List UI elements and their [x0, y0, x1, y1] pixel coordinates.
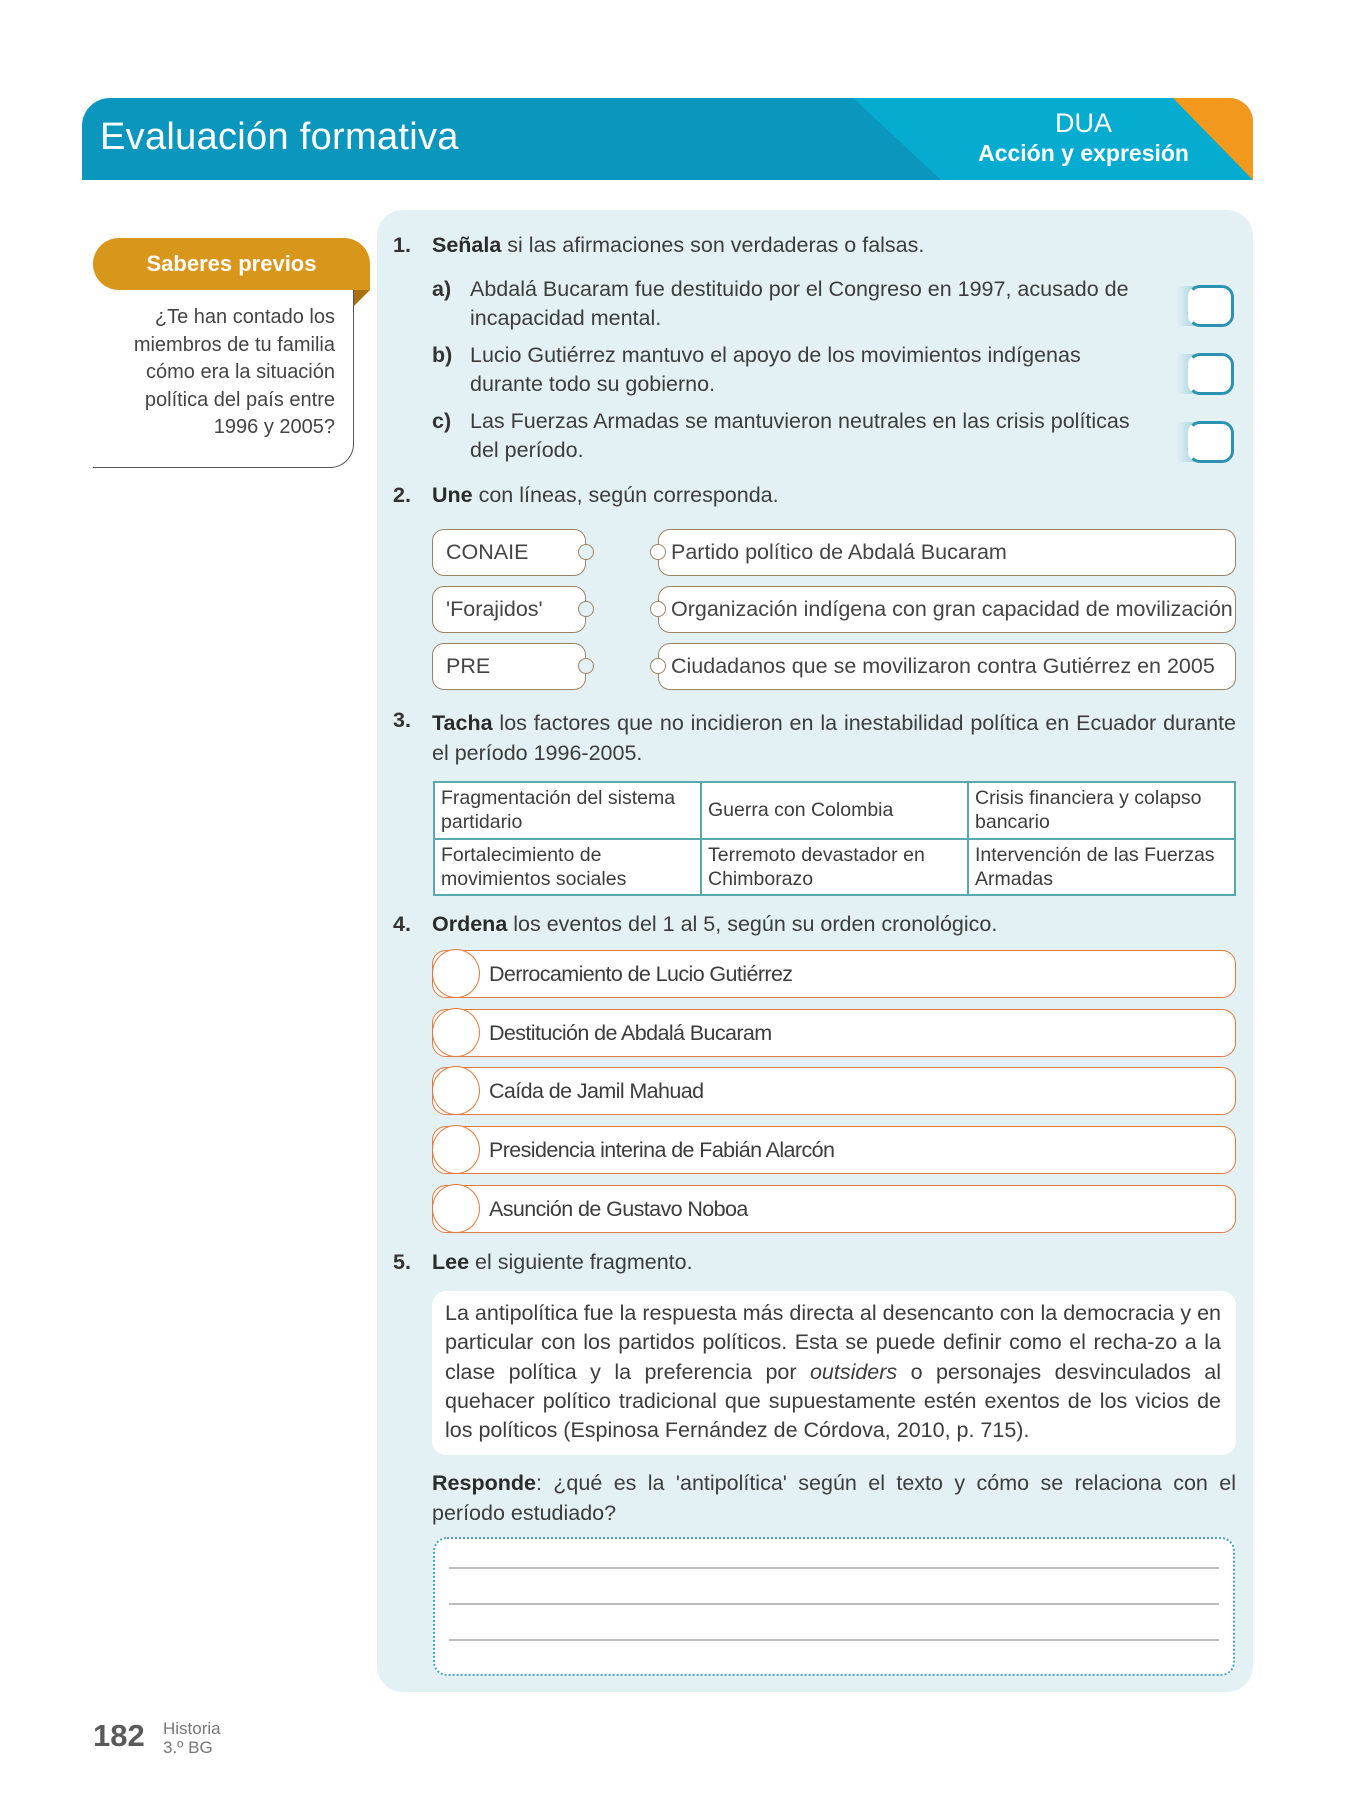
q1-answer-box-c[interactable] — [1176, 421, 1234, 463]
item-label: a) — [432, 277, 452, 301]
q1-instruction: si las afirmaciones son verdaderas o falsas. — [501, 233, 925, 257]
table-row — [434, 839, 1235, 896]
match-left-text: PRE — [446, 654, 491, 678]
section-header — [82, 98, 1253, 180]
order-number-circle[interactable] — [432, 1066, 480, 1115]
q3-instruction: los factores que no incidieron en la inestabilidad política en Ecuador durante el período 1996-2005. — [432, 711, 1236, 765]
subject-name: Historia — [163, 1719, 221, 1738]
q1-item-b — [432, 341, 1132, 399]
q2-instruction: con líneas, según corresponda. — [472, 483, 779, 507]
answer-checkbox[interactable] — [1188, 421, 1234, 463]
q3-heading — [432, 708, 1236, 768]
event-text: Presidencia interina de Fabián Alarcón — [489, 1138, 835, 1162]
dua-label: DUA — [1055, 108, 1113, 138]
factor-cell[interactable]: Terremoto devastador en Chimborazo — [701, 839, 968, 896]
match-left-item[interactable] — [432, 643, 586, 690]
q1-answer-box-b[interactable] — [1176, 353, 1234, 395]
q5-instruction: el siguiente fragmento. — [469, 1250, 693, 1274]
order-number-circle[interactable] — [432, 1184, 480, 1233]
connector-dot[interactable] — [650, 658, 666, 674]
order-event-row — [432, 950, 1236, 998]
item-label: b) — [432, 343, 453, 367]
item-label: c) — [432, 409, 452, 433]
quote-part: o personajes desvinculados al quehacer político tradicional que supuestamente estén exentos de los vicios de los políticos (Espinosa Fernández de Córdova, 2010, p. 715). — [445, 1359, 1221, 1443]
q1-item-c — [432, 407, 1132, 465]
page-title: Evaluación formativa — [100, 116, 459, 158]
match-right-text: Partido político de Abdalá Bucaram — [671, 540, 1007, 564]
factor-cell[interactable]: Guerra con Colombia — [701, 782, 968, 839]
match-left-item[interactable] — [432, 529, 586, 576]
item-text: Abdalá Bucaram fue destituido por el Congreso en 1997, acusado de incapacidad mental. — [470, 277, 1129, 330]
event-text: Caída de Jamil Mahuad — [489, 1079, 704, 1103]
item-text: Lucio Gutiérrez mantuvo el apoyo de los movimientos indígenas durante todo su gobierno. — [470, 343, 1081, 396]
q3-number: 3. — [393, 708, 411, 732]
q2-number: 2. — [393, 483, 411, 507]
factor-cell[interactable]: Crisis financiera y colapso bancario — [968, 782, 1235, 839]
dua-badge — [978, 108, 1189, 168]
respond-verb: Responde — [432, 1471, 536, 1495]
respond-prompt — [432, 1468, 1236, 1528]
page-number: 182 — [93, 1718, 145, 1753]
connector-dot[interactable] — [578, 658, 594, 674]
answer-checkbox[interactable] — [1188, 353, 1234, 395]
q1-heading — [393, 233, 924, 258]
connector-dot[interactable] — [650, 544, 666, 560]
saberes-previos-box — [93, 290, 354, 468]
factor-cell[interactable]: Intervención de las Fuerzas Armadas — [968, 839, 1235, 896]
event-text: Destitución de Abdalá Bucaram — [489, 1021, 772, 1045]
order-event-row — [432, 1009, 1236, 1057]
q3-number-wrap — [393, 708, 432, 733]
q5-verb: Lee — [432, 1250, 470, 1274]
match-right-item[interactable] — [658, 643, 1236, 690]
answer-line — [449, 1639, 1219, 1641]
footer-subject — [163, 1719, 221, 1757]
order-event-row — [432, 1185, 1236, 1233]
q2-heading — [393, 483, 779, 508]
q4-heading — [393, 912, 997, 937]
quote-box — [432, 1291, 1236, 1455]
order-number-circle[interactable] — [432, 1008, 480, 1057]
connector-dot[interactable] — [578, 544, 594, 560]
answer-textarea[interactable] — [433, 1537, 1235, 1676]
q1-verb: Señala — [432, 233, 502, 257]
order-number-circle[interactable] — [432, 949, 480, 998]
q5-number: 5. — [393, 1250, 411, 1274]
q1-number: 1. — [393, 233, 411, 257]
event-text: Asunción de Gustavo Noboa — [489, 1197, 748, 1221]
connector-dot[interactable] — [650, 601, 666, 617]
q1-item-a — [432, 275, 1132, 333]
q5-heading — [393, 1250, 693, 1275]
q1-answer-box-a[interactable] — [1176, 285, 1234, 327]
answer-checkbox[interactable] — [1188, 285, 1234, 327]
order-event-row — [432, 1126, 1236, 1174]
event-text: Derrocamiento de Lucio Gutiérrez — [489, 962, 793, 986]
quote-text — [445, 1299, 1221, 1445]
match-left-item[interactable] — [432, 586, 586, 633]
connector-dot[interactable] — [578, 601, 594, 617]
factor-cell[interactable]: Fortalecimiento de movimientos sociales — [434, 839, 701, 896]
saberes-previos-tab: Saberes previos — [93, 238, 370, 290]
answer-line — [449, 1567, 1219, 1569]
q4-verb: Ordena — [432, 912, 508, 936]
match-left-text: 'Forajidos' — [446, 597, 543, 621]
table-row — [434, 782, 1235, 839]
q3-verb: Tacha — [432, 711, 493, 735]
answer-line — [449, 1603, 1219, 1605]
match-right-text: Organización indígena con gran capacidad de movilización — [671, 597, 1233, 621]
order-event-row — [432, 1067, 1236, 1115]
order-number-circle[interactable] — [432, 1125, 480, 1174]
q4-number: 4. — [393, 912, 411, 936]
q4-instruction: los eventos del 1 al 5, según su orden cronológico. — [507, 912, 998, 936]
quote-part: La antipolítica fue la respuesta más directa al desencanto con la democracia y en particular con los partidos políticos. Esta se puede definir como el recha-zo a la clase política y la preferencia por — [445, 1301, 1221, 1384]
match-right-item[interactable] — [658, 586, 1236, 633]
match-right-text: Ciudadanos que se movilizaron contra Gutiérrez en 2005 — [671, 654, 1215, 678]
respond-text: : ¿qué es la 'antipolítica' según el texto y cómo se relaciona con el período estudiado? — [432, 1471, 1236, 1525]
factors-table — [433, 781, 1236, 896]
grade-level: 3.º BG — [163, 1738, 213, 1757]
quote-italic-term: outsiders — [809, 1359, 898, 1384]
match-left-text: CONAIE — [446, 540, 529, 564]
q2-verb: Une — [432, 483, 473, 507]
factor-cell[interactable]: Fragmentación del sistema partidario — [434, 782, 701, 839]
match-right-item[interactable] — [658, 529, 1236, 576]
dua-subtitle: Acción y expresión — [978, 140, 1189, 166]
item-text: Las Fuerzas Armadas se mantuvieron neutrales en las crisis políticas del período. — [470, 409, 1130, 462]
tab-fold-decoration — [354, 290, 370, 306]
saberes-previos-question: ¿Te han contado los miembros de tu familia cómo era la situación política del país entre 1996 y 2005? — [133, 306, 335, 438]
